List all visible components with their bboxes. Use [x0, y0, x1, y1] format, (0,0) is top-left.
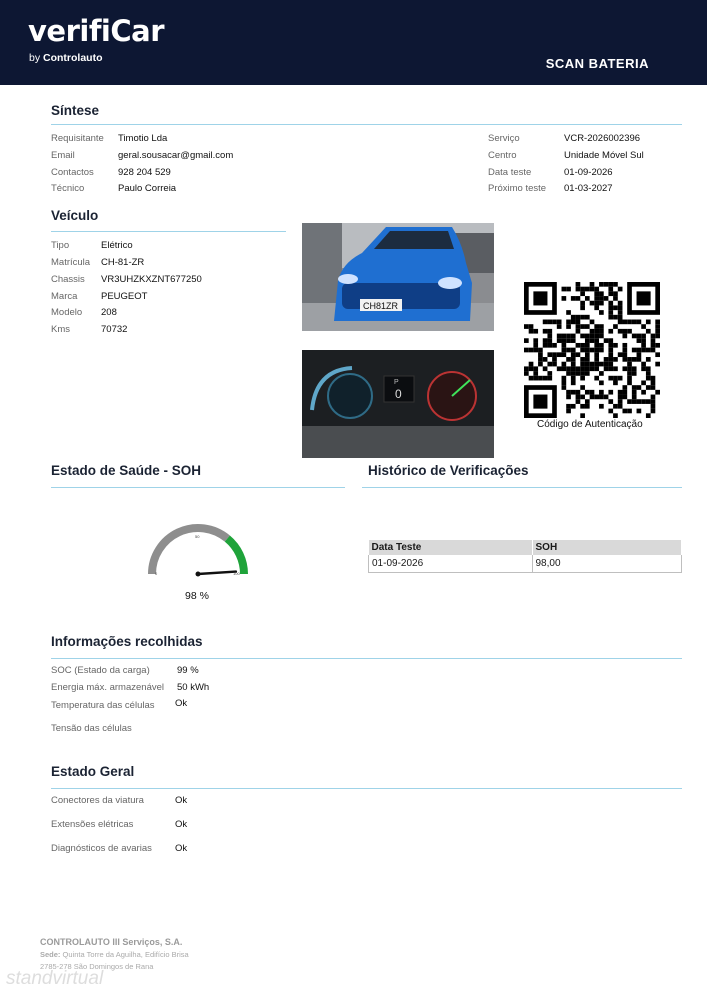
field-label: Energia máx. armazenável	[51, 682, 164, 693]
section-title-info: Informações recolhidas	[51, 634, 203, 649]
field-value: Ok	[175, 843, 188, 854]
field-label: Próximo teste	[488, 183, 547, 194]
field-label: Requisitante	[51, 133, 104, 144]
vehicle-front-photo	[302, 223, 494, 331]
field-value: Paulo Correia	[118, 183, 177, 194]
field-value: Timotio Lda	[118, 133, 168, 144]
dashboard-image	[302, 350, 494, 458]
field-value: Ok	[175, 795, 188, 806]
table-row	[369, 555, 682, 573]
table-cell: 01-09-2026	[369, 555, 533, 573]
field-value: 70732	[101, 324, 128, 335]
field-label: Chassis	[51, 274, 85, 285]
field-value: Ok	[175, 698, 188, 709]
divider	[51, 487, 345, 488]
divider	[51, 231, 286, 232]
field-label: Modelo	[51, 307, 83, 318]
logo-byline: by Controlauto	[29, 52, 103, 64]
field-label: Temperatura das células	[51, 700, 155, 711]
field-value: geral.sousacar@gmail.com	[118, 150, 234, 161]
soh-gauge	[138, 514, 258, 584]
field-value: CH-81-ZR	[101, 257, 145, 268]
gauge-tick-mid: 50	[195, 534, 200, 539]
field-label: Kms	[51, 324, 70, 335]
qr-caption: Código de Autenticação	[537, 419, 643, 430]
field-label: Matrícula	[51, 257, 91, 268]
license-plate: CH81ZR	[363, 301, 399, 311]
report-header	[0, 0, 707, 85]
footer-company: CONTROLAUTO III Serviços, S.A.	[40, 937, 183, 947]
field-label: Extensões elétricas	[51, 819, 134, 830]
section-title-veiculo: Veículo	[51, 208, 99, 223]
section-title-sintese: Síntese	[51, 103, 100, 118]
divider	[51, 124, 682, 125]
field-label: Técnico	[51, 183, 85, 194]
divider	[51, 658, 682, 659]
field-value: 99 %	[177, 665, 199, 676]
field-value: 928 204 529	[118, 167, 171, 178]
field-value: Ok	[175, 819, 188, 830]
field-label: SOC (Estado da carga)	[51, 665, 150, 676]
speed-readout: 0	[395, 387, 402, 401]
gauge-tick-min: 0	[155, 571, 158, 576]
standvirtual-watermark: standvirtual	[6, 968, 104, 989]
field-label: Marca	[51, 291, 78, 302]
field-value: PEUGEOT	[101, 291, 148, 302]
field-value: Unidade Móvel Sul	[564, 150, 644, 161]
column-header: SOH	[532, 540, 682, 555]
field-value: VR3UHZKXZNT677250	[101, 274, 202, 285]
field-label: Data teste	[488, 167, 532, 178]
car-front-image	[302, 223, 494, 331]
field-label: Serviço	[488, 133, 520, 144]
field-label: Centro	[488, 150, 517, 161]
dashboard-photo	[302, 350, 494, 458]
field-value: VCR-2026002396	[564, 133, 641, 144]
section-title-historico: Histórico de Verificações	[368, 463, 529, 478]
footer-address-line-1: Sede: Quinta Torre da Aguilha, Edifício Brisa	[40, 950, 189, 959]
footer-address-line-2: 2785-278 São Domingos de Rana	[40, 962, 154, 971]
table-header-row	[369, 540, 682, 555]
field-label: Tensão das células	[51, 723, 132, 734]
verificar-logo: verifiCar	[28, 14, 165, 48]
field-label: Email	[51, 150, 75, 161]
gear-indicator: P	[394, 379, 399, 386]
column-header: Data Teste	[369, 540, 533, 555]
field-value: 01-03-2027	[564, 183, 613, 194]
field-value: Elétrico	[101, 240, 133, 251]
gauge-tick-max: 100	[233, 571, 240, 576]
soh-value: 98 %	[185, 590, 209, 602]
field-value: 208	[101, 307, 117, 318]
document-type: SCAN BATERIA	[545, 56, 649, 71]
authentication-qr-code	[524, 282, 660, 418]
field-label: Conectores da viatura	[51, 795, 144, 806]
history-table	[368, 540, 682, 573]
section-title-geral: Estado Geral	[51, 764, 135, 779]
field-value: 50 kWh	[177, 682, 210, 693]
field-label: Contactos	[51, 167, 94, 178]
section-title-soh: Estado de Saúde - SOH	[51, 463, 202, 478]
divider	[51, 788, 682, 789]
field-label: Diagnósticos de avarias	[51, 843, 152, 854]
divider	[362, 487, 682, 488]
field-value: 01-09-2026	[564, 167, 613, 178]
field-label: Tipo	[51, 240, 70, 251]
table-cell: 98,00	[532, 555, 682, 573]
